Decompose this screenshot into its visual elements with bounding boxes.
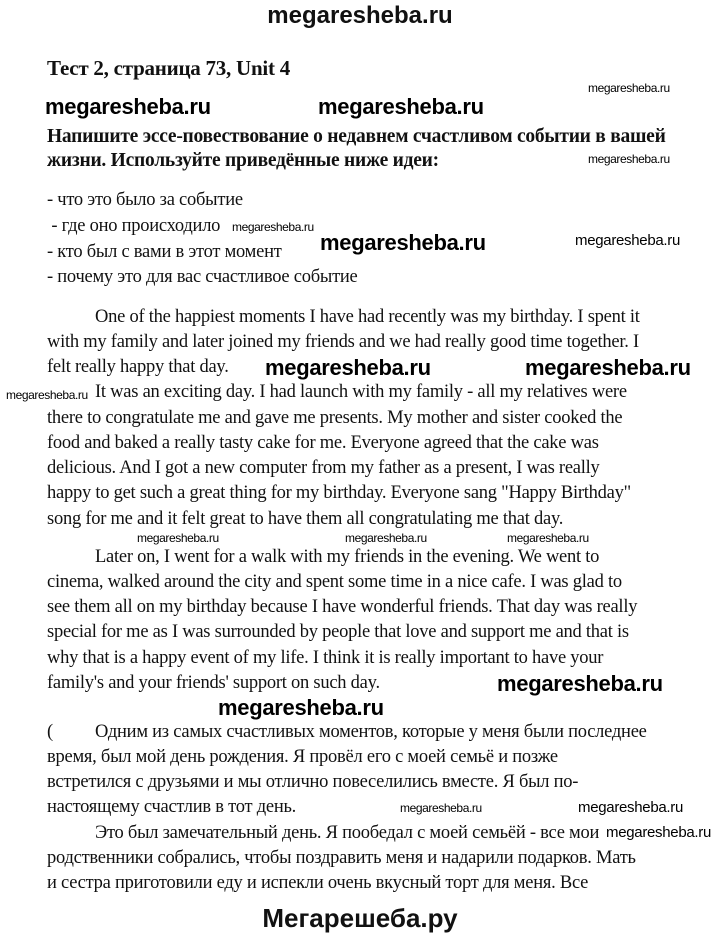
bullet-item: - кто был с вами в этот момент xyxy=(47,242,282,262)
watermark: megaresheba.ru xyxy=(525,355,691,380)
essay-line: felt really happy that day. xyxy=(47,357,229,377)
watermark: megaresheba.ru xyxy=(606,824,712,841)
translation-line: родственники собрались, чтобы поздравить меня и надарили подарков. Мать xyxy=(47,848,636,868)
essay-line: food and baked a really tasty cake for me. Everyone agreed that the cake was xyxy=(47,433,599,453)
watermark: megaresheba.ru xyxy=(218,695,384,720)
essay-line: family's and your friends' support on such day. xyxy=(47,673,380,693)
essay-line: Later on, I went for a walk with my friends in the evening. We went to xyxy=(95,547,600,567)
site-header[interactable]: megaresheba.ru xyxy=(267,2,453,29)
watermark: megaresheba.ru xyxy=(45,94,211,119)
essay-line: It was an exciting day. I had launch with my family - all my relatives were xyxy=(95,382,627,402)
watermark: megaresheba.ru xyxy=(345,531,427,545)
watermark: megaresheba.ru xyxy=(232,220,314,234)
translation-line: Одним из самых счастливых моментов, которые у меня были последнее xyxy=(95,722,647,742)
essay-line: song for me and it felt great to have them all congratulating me that day. xyxy=(47,509,564,529)
essay-line: there to congratulate me and gave me presents. My mother and sister cooked the xyxy=(47,408,623,428)
bullet-item: - где оно происходило xyxy=(47,216,221,236)
watermark: megaresheba.ru xyxy=(265,355,431,380)
page-title: Тест 2, страница 73, Unit 4 xyxy=(47,56,290,80)
watermark: megaresheba.ru xyxy=(507,531,589,545)
bullet-item: - что это было за событие xyxy=(47,190,243,210)
watermark: megaresheba.ru xyxy=(320,230,486,255)
watermark: megaresheba.ru xyxy=(400,801,482,815)
bullet-item: - почему это для вас счастливое событие xyxy=(47,267,358,287)
translation-line: Это был замечательный день. Я пообедал с моей семьёй - все мои xyxy=(95,823,600,843)
essay-line: delicious. And I got a new computer from my father as a present, I was really xyxy=(47,458,600,478)
essay-line: cinema, walked around the city and spent some time in a nice cafe. I was glad to xyxy=(47,572,622,592)
watermark: megaresheba.ru xyxy=(588,152,670,166)
site-footer[interactable]: Мегарешеба.ру xyxy=(262,903,458,933)
watermark: megaresheba.ru xyxy=(575,232,681,249)
essay-line: One of the happiest moments I have had recently was my birthday. I spent it xyxy=(95,307,640,327)
watermark: megaresheba.ru xyxy=(137,531,219,545)
translation-paren: ( xyxy=(47,722,53,742)
watermark: megaresheba.ru xyxy=(588,81,670,95)
translation-line: время, был мой день рождения. Я провёл его с моей семьё и позже xyxy=(47,747,558,767)
essay-line: why that is a happy event of my life. I think it is really important to have your xyxy=(47,648,604,668)
essay-line: special for me as I was surrounded by people that love and support me and that is xyxy=(47,622,629,642)
instruction-line: жизни. Используйте приведённые ниже идеи: xyxy=(47,150,439,171)
watermark: megaresheba.ru xyxy=(6,388,88,402)
watermark: megaresheba.ru xyxy=(318,94,484,119)
essay-line: with my family and later joined my friends and we had really good time together. I xyxy=(47,332,639,352)
essay-line: see them all on my birthday because I have wonderful friends. That day was really xyxy=(47,597,638,617)
watermark: megaresheba.ru xyxy=(497,671,663,696)
translation-line: настоящему счастлив в тот день. xyxy=(47,797,297,817)
instruction-line: Напишите эссе-повествование о недавнем счастливом событии в вашей xyxy=(47,126,666,147)
translation-line: и сестра приготовили еду и испекли очень вкусный торт для меня. Все xyxy=(47,873,589,893)
translation-line: встретился с друзьями и мы отлично повеселились вместе. Я был по- xyxy=(47,772,579,792)
essay-line: happy to get such a great thing for my birthday. Everyone sang "Happy Birthday" xyxy=(47,483,631,503)
watermark: megaresheba.ru xyxy=(578,799,684,816)
